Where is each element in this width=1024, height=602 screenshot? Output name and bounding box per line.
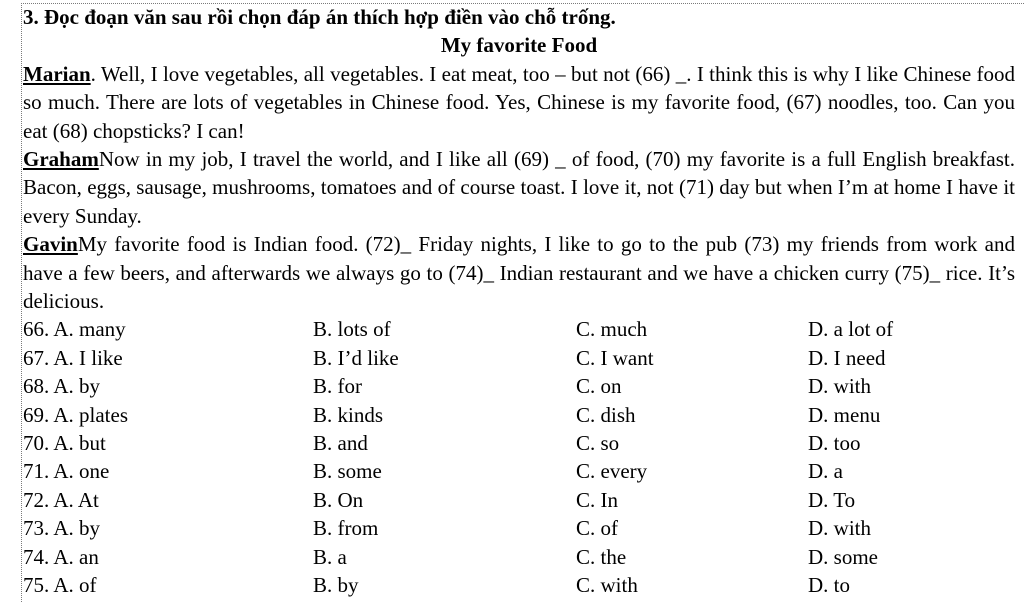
question-row-75 bbox=[23, 571, 1015, 599]
option-d: D. menu bbox=[808, 402, 881, 427]
option-d: D. too bbox=[808, 431, 861, 456]
question-row-71 bbox=[23, 457, 1015, 485]
option-d: D. a lot of bbox=[808, 317, 894, 342]
paragraph-text: Now in my job, I travel the world, and I like all (69) _ of food, (70) my favorite is a full English breakfast. Bacon, eggs, sausage, mushrooms, tomatoes and of course toast. I love it, not (71) day but when I’m at home I have it every Sunday. bbox=[23, 147, 1015, 228]
option-b: B. kinds bbox=[313, 402, 384, 427]
option-c: C. on bbox=[576, 374, 622, 399]
paragraph-gavin bbox=[23, 230, 1015, 315]
question-row-73 bbox=[23, 514, 1015, 542]
option-c: C. with bbox=[576, 572, 638, 597]
option-a: 70. A. but bbox=[23, 431, 106, 456]
exercise-heading: 3. Đọc đoạn văn sau rồi chọn đáp án thích hợp điền vào chỗ trống. bbox=[23, 5, 616, 29]
question-row-66 bbox=[23, 315, 1015, 343]
option-a: 73. A. by bbox=[23, 516, 101, 541]
option-c: C. every bbox=[576, 459, 648, 484]
option-c: C. much bbox=[576, 317, 648, 342]
speaker-name: Marian bbox=[23, 61, 91, 86]
option-d: D. to bbox=[808, 572, 850, 597]
option-b: B. On bbox=[313, 487, 364, 512]
option-d: D. with bbox=[808, 374, 871, 399]
option-c: C. of bbox=[576, 516, 618, 541]
option-d: D. some bbox=[808, 544, 878, 569]
option-c: C. the bbox=[576, 544, 627, 569]
option-a: 67. A. I like bbox=[23, 345, 123, 370]
option-a: 72. A. At bbox=[23, 487, 99, 512]
question-row-72 bbox=[23, 486, 1015, 514]
document-body bbox=[23, 3, 1015, 599]
option-c: C. dish bbox=[576, 402, 636, 427]
passage-title: My favorite Food bbox=[440, 33, 598, 58]
option-a: 75. A. of bbox=[23, 572, 97, 597]
option-b: B. a bbox=[313, 544, 347, 569]
option-d: D. I need bbox=[808, 345, 886, 370]
paragraph-text: . Well, I love vegetables, all vegetables. I eat meat, too – but not (66) _. I think this is why I like Chinese food so much. There are lots of vegetables in Chinese food. Yes, Chinese is my favorite food, (67) noodles, too. Can you eat (68) chopsticks? I can! bbox=[23, 61, 1015, 143]
option-a: 71. A. one bbox=[23, 459, 110, 484]
question-row-69 bbox=[23, 401, 1015, 429]
paragraph-text: My favorite food is Indian food. (72)_ Friday nights, I like to go to the pub (73) my friends from work and have a few beers, and afterwards we always go to (74)_ Indian restaurant and we have a chicken curry (75)_ rice. It’s delicious. bbox=[23, 232, 1015, 314]
speaker-name: Gavin bbox=[23, 232, 78, 257]
option-a: 68. A. by bbox=[23, 374, 101, 399]
option-c: C. I want bbox=[576, 345, 654, 370]
option-b: B. lots of bbox=[313, 317, 391, 342]
question-row-67 bbox=[23, 344, 1015, 372]
speaker-name: Graham bbox=[23, 147, 99, 172]
paragraph-graham bbox=[23, 145, 1015, 230]
option-b: B. for bbox=[313, 374, 362, 399]
question-row-74 bbox=[23, 543, 1015, 571]
option-b: B. from bbox=[313, 516, 379, 541]
option-d: D. a bbox=[808, 459, 843, 484]
option-d: D. with bbox=[808, 516, 871, 541]
option-b: B. by bbox=[313, 572, 359, 597]
option-b: B. and bbox=[313, 431, 368, 456]
option-a: 74. A. an bbox=[23, 544, 99, 569]
paragraph-marian bbox=[23, 60, 1015, 145]
option-c: C. In bbox=[576, 487, 618, 512]
option-b: B. I’d like bbox=[313, 345, 399, 370]
option-b: B. some bbox=[313, 459, 382, 484]
option-a: 66. A. many bbox=[23, 317, 126, 342]
question-row-68 bbox=[23, 372, 1015, 400]
option-d: D. To bbox=[808, 487, 856, 512]
option-c: C. so bbox=[576, 431, 620, 456]
answer-options bbox=[23, 315, 1015, 599]
question-row-70 bbox=[23, 429, 1015, 457]
option-a: 69. A. plates bbox=[23, 402, 128, 427]
